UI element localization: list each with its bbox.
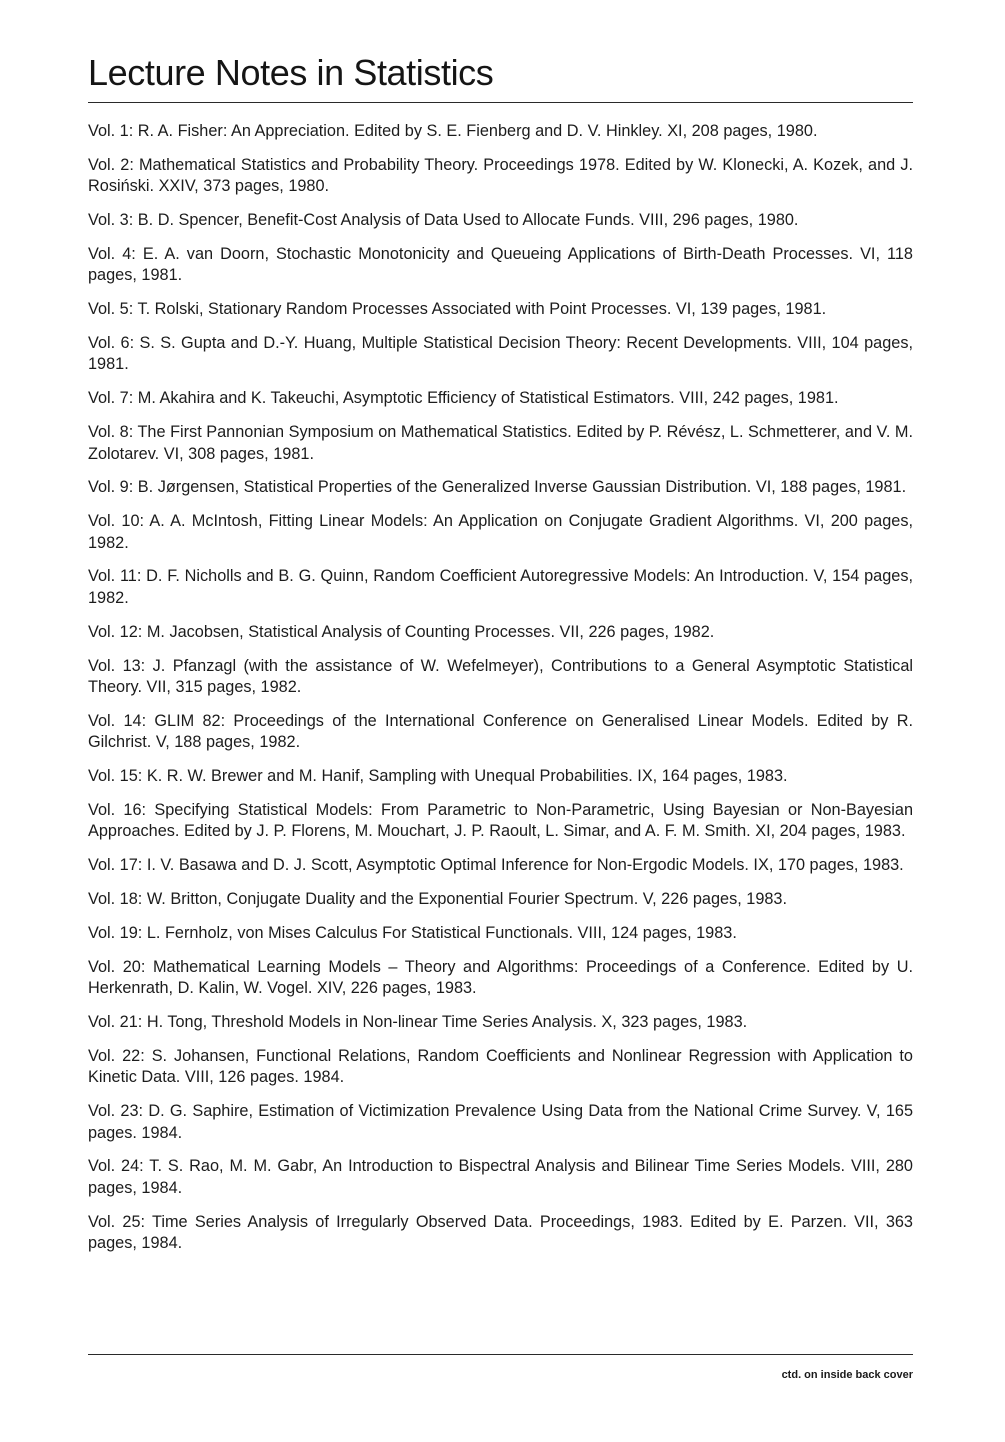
volume-entry-17: Vol. 17: I. V. Basawa and D. J. Scott, Asymptotic Optimal Inference for Non-Ergodic Models. IX, 170 pages, 1983.: [88, 856, 904, 875]
volume-entry-23: Vol. 23: D. G. Saphire, Estimation of Victimization Prevalence Using Data from the National Crime Survey. V, 165 pages. 1984.: [88, 1102, 913, 1142]
volume-entry-21: Vol. 21: H. Tong, Threshold Models in Non-linear Time Series Analysis. X, 323 pages, 1983.: [88, 1012, 748, 1031]
volume-entry-12: Vol. 12: M. Jacobsen, Statistical Analysis of Counting Processes. VII, 226 pages, 1982.: [88, 622, 715, 641]
volume-list: [88, 121, 913, 1267]
volume-entry-19: Vol. 19: L. Fernholz, von Mises Calculus For Statistical Functionals. VIII, 124 pages, 1983.: [88, 923, 737, 942]
volume-entry-8: Vol. 8: The First Pannonian Symposium on Mathematical Statistics. Edited by P. Révész, L. Schmetterer, and V. M. Zolotarev. VI, 308 pages, 1981.: [88, 423, 914, 463]
volume-entry-14: Vol. 14: GLIM 82: Proceedings of the International Conference on Generalised Linear Models. Edited by R. Gilchrist. V, 188 pages, 1982.: [88, 711, 913, 752]
volume-entry-9: Vol. 9: B. Jørgensen, Statistical Properties of the Generalized Inverse Gaussian Distribution. VI, 188 pages, 1981.: [88, 478, 907, 497]
volume-entry-13: Vol. 13: J. Pfanzagl (with the assistance of W. Wefelmeyer), Contributions to a General Asymptotic Statistical Theory. VII, 315 pages, 1982.: [88, 656, 913, 697]
volume-entry-10: Vol. 10: A. A. McIntosh, Fitting Linear Models: An Application on Conjugate Gradient Algorithms. VI, 200 pages, 1982.: [88, 512, 913, 552]
volume-entry-5: Vol. 5: T. Rolski, Stationary Random Processes Associated with Point Processes. VI, 139 pages, 1981.: [88, 300, 827, 319]
volume-entry-7: Vol. 7: M. Akahira and K. Takeuchi, Asymptotic Efficiency of Statistical Estimators. VIII, 242 pages, 1981.: [88, 389, 839, 408]
volume-entry-22: Vol. 22: S. Johansen, Functional Relations, Random Coefficients and Nonlinear Regression with Application to Kinetic Data. VIII, 126 pages. 1984.: [88, 1046, 913, 1087]
volume-entry-24: Vol. 24: T. S. Rao, M. M. Gabr, An Introduction to Bispectral Analysis and Bilinear Time Series Models. VIII, 280 pages, 1984.: [88, 1157, 913, 1197]
volume-entry-18: Vol. 18: W. Britton, Conjugate Duality and the Exponential Fourier Spectrum. V, 226 pages, 1983.: [88, 890, 788, 909]
volume-entry-20: Vol. 20: Mathematical Learning Models – Theory and Algorithms: Proceedings of a Conference. Edited by U. Herkenrath, D. Kalin, W. Vogel. XIV, 226 pages, 1983.: [88, 957, 913, 998]
volume-entry-25: Vol. 25: Time Series Analysis of Irregularly Observed Data. Proceedings, 1983. Edited by E. Parzen. VII, 363 pages, 1984.: [88, 1212, 913, 1253]
volume-entry-15: Vol. 15: K. R. W. Brewer and M. Hanif, Sampling with Unequal Probabilities. IX, 164 pages, 1983.: [88, 767, 788, 786]
volume-entry-6: Vol. 6: S. S. Gupta and D.-Y. Huang, Multiple Statistical Decision Theory: Recent Developments. VIII, 104 pages, 1981.: [88, 333, 913, 374]
top-divider: [88, 102, 913, 103]
volume-entry-1: Vol. 1: R. A. Fisher: An Appreciation. Edited by S. E. Fienberg and D. V. Hinkley. XI, 208 pages, 1980.: [88, 122, 818, 140]
page-title: Lecture Notes in Statistics: [88, 52, 494, 93]
page: [88, 0, 913, 1442]
volume-entry-2: Vol. 2: Mathematical Statistics and Probability Theory. Proceedings 1978. Edited by W. Klonecki, A. Kozek, and J. Rosiński. XXIV, 373 pages, 1980.: [88, 155, 913, 196]
volume-entry-16: Vol. 16: Specifying Statistical Models: From Parametric to Non-Parametric, Using Bayesian or Non-Bayesian Approaches. Edited by J. P. Florens, M. Mouchart, J. P. Raoult, L. Simar, and A. F. M. Smith. XI, 204 pages, 1983.: [88, 800, 913, 841]
volume-entry-11: Vol. 11: D. F. Nicholls and B. G. Quinn, Random Coefficient Autoregressive Models: An Introduction. V, 154 pages, 1982.: [88, 567, 913, 607]
bottom-divider: [88, 1354, 913, 1355]
volume-entry-3: Vol. 3: B. D. Spencer, Benefit-Cost Analysis of Data Used to Allocate Funds. VIII, 296 pages, 1980.: [88, 211, 799, 230]
continuation-note: ctd. on inside back cover: [781, 1369, 913, 1381]
volume-entry-4: Vol. 4: E. A. van Doorn, Stochastic Monotonicity and Queueing Applications of Birth-Death Processes. VI, 118 pages, 1981.: [88, 244, 913, 285]
